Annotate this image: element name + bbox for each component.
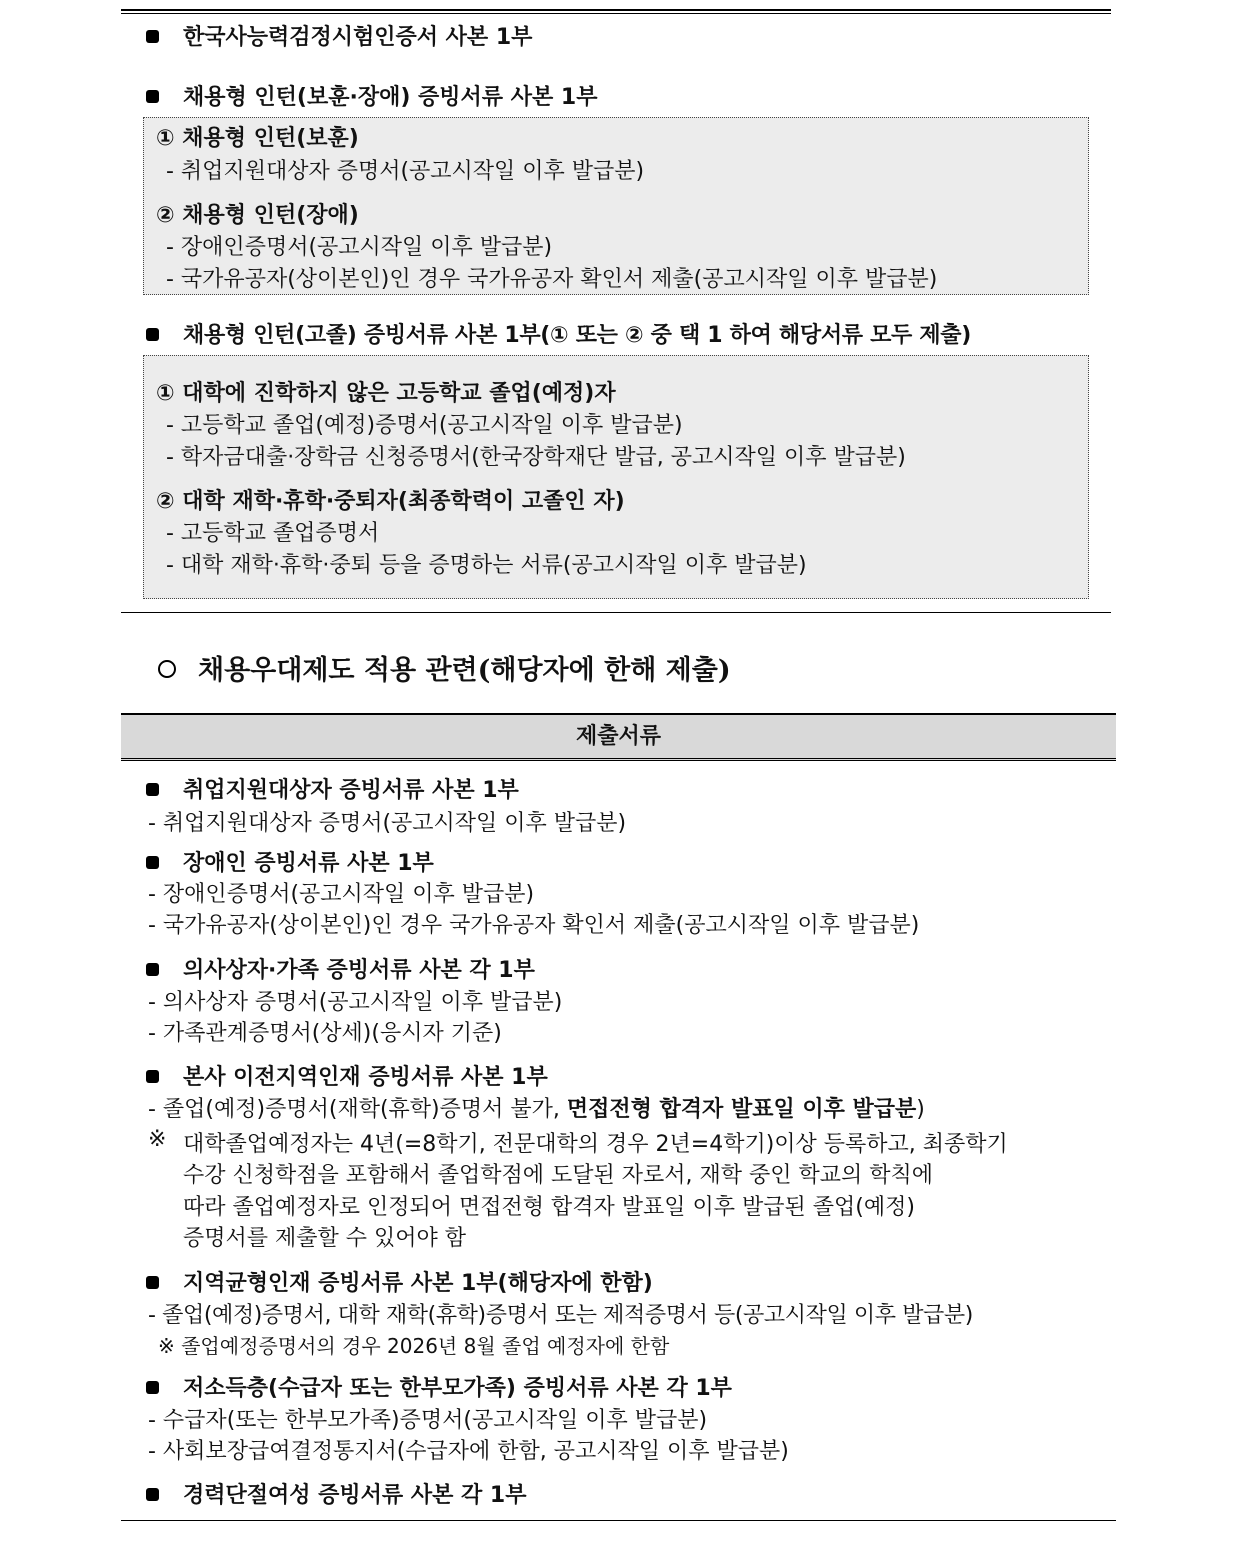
list-line: - 의사상자 증명서(공고시작일 이후 발급분) <box>148 990 563 1015</box>
bullet-item: 지역균형인재 증빙서류 사본 1부(해당자에 한함) <box>146 1266 653 1297</box>
square-bullet-icon <box>146 783 159 796</box>
bullet-item: 본사 이전지역인재 증빙서류 사본 1부 <box>146 1060 548 1091</box>
note-line: ※ 졸업예정증명서의 경우 2026년 8월 졸업 예정자에 한함 <box>158 1334 670 1358</box>
square-bullet-icon <box>146 1276 159 1289</box>
list-line: - 수급자(또는 한부모가족)증명서(공고시작일 이후 발급분) <box>148 1408 708 1433</box>
note-line: 증명서를 제출할 수 있어야 함 <box>183 1226 466 1251</box>
square-bullet-icon <box>146 328 159 341</box>
section1-bottom-rule <box>121 612 1111 613</box>
square-bullet-icon <box>146 1488 159 1501</box>
list-line: - 국가유공자(상이본인)인 경우 국가유공자 확인서 제출(공고시작일 이후 발급분) <box>148 913 920 938</box>
bullet-item: 한국사능력검정시험인증서 사본 1부 <box>146 20 532 51</box>
bullet-item: 저소득층(수급자 또는 한부모가족) 증빙서류 사본 각 1부 <box>146 1371 732 1402</box>
box-line: - 고등학교 졸업증명서 <box>166 521 380 546</box>
bullet-item: 채용형 인턴(보훈·장애) 증빙서류 사본 1부 <box>146 80 597 111</box>
table-header: 제출서류 <box>121 713 1116 761</box>
bullet-item: 취업지원대상자 증빙서류 사본 1부 <box>146 773 519 804</box>
top-rule-2 <box>121 13 1111 14</box>
box-heading: ① 대학에 진학하지 않은 고등학교 졸업(예정)자 <box>156 381 616 406</box>
bullet-item: 장애인 증빙서류 사본 1부 <box>146 846 434 877</box>
bullet-item: 의사상자·가족 증빙서류 사본 각 1부 <box>146 953 535 984</box>
list-line: - 졸업(예정)증명서(재학(휴학)증명서 불가, 면접전형 합격자 발표일 이후 발급분) <box>148 1097 925 1122</box>
list-line: - 졸업(예정)증명서, 대학 재학(휴학)증명서 또는 제적증명서 등(공고시작일 이후 발급분) <box>148 1303 973 1328</box>
box-heading: ② 채용형 인턴(장애) <box>156 203 359 228</box>
box-heading: ② 대학 재학·휴학·중퇴자(최종학력이 고졸인 자) <box>156 489 625 514</box>
square-bullet-icon <box>146 963 159 976</box>
box-line: - 취업지원대상자 증명서(공고시작일 이후 발급분) <box>166 159 645 184</box>
note-line: 수강 신청학점을 포함해서 졸업학점에 도달된 자로서, 재학 중인 학교의 학칙에 <box>183 1163 933 1188</box>
note-mark: ※ <box>148 1127 167 1152</box>
note-line: 대학졸업예정자는 4년(=8학기, 전문대학의 경우 2년=4학기)이상 등록하고, 최종학기 <box>183 1132 1008 1157</box>
square-bullet-icon <box>146 1381 159 1394</box>
square-bullet-icon <box>146 1070 159 1083</box>
list-line: - 가족관계증명서(상세)(응시자 기준) <box>148 1021 502 1046</box>
bullet-item: 채용형 인턴(고졸) 증빙서류 사본 1부(① 또는 ② 중 택 1 하여 해당서류 모두 제출) <box>146 318 971 349</box>
top-rule <box>121 9 1111 11</box>
box-line: - 국가유공자(상이본인)인 경우 국가유공자 확인서 제출(공고시작일 이후 발급분) <box>166 267 938 292</box>
square-bullet-icon <box>146 90 159 103</box>
box-line: - 학자금대출·장학금 신청증명서(한국장학재단 발급, 공고시작일 이후 발급분) <box>166 445 906 470</box>
note-line: 따라 졸업예정자로 인정되어 면접전형 합격자 발표일 이후 발급된 졸업(예정) <box>183 1195 915 1220</box>
square-bullet-icon <box>146 856 159 869</box>
box-line: - 고등학교 졸업(예정)증명서(공고시작일 이후 발급분) <box>166 413 683 438</box>
square-bullet-icon <box>146 30 159 43</box>
box-line: - 장애인증명서(공고시작일 이후 발급분) <box>166 235 553 260</box>
list-line: - 사회보장급여결정통지서(수급자에 한함, 공고시작일 이후 발급분) <box>148 1439 789 1464</box>
box-line: - 대학 재학·휴학·중퇴 등을 증명하는 서류(공고시작일 이후 발급분) <box>166 553 807 578</box>
circle-bullet-icon <box>158 660 176 678</box>
section-title: 채용우대제도 적용 관련(해당자에 한해 제출) <box>158 648 731 687</box>
list-line: - 취업지원대상자 증명서(공고시작일 이후 발급분) <box>148 811 627 836</box>
list-line: - 장애인증명서(공고시작일 이후 발급분) <box>148 882 535 907</box>
box-heading: ① 채용형 인턴(보훈) <box>156 126 359 151</box>
bottom-rule <box>121 1520 1116 1521</box>
bullet-item: 경력단절여성 증빙서류 사본 각 1부 <box>146 1478 526 1509</box>
